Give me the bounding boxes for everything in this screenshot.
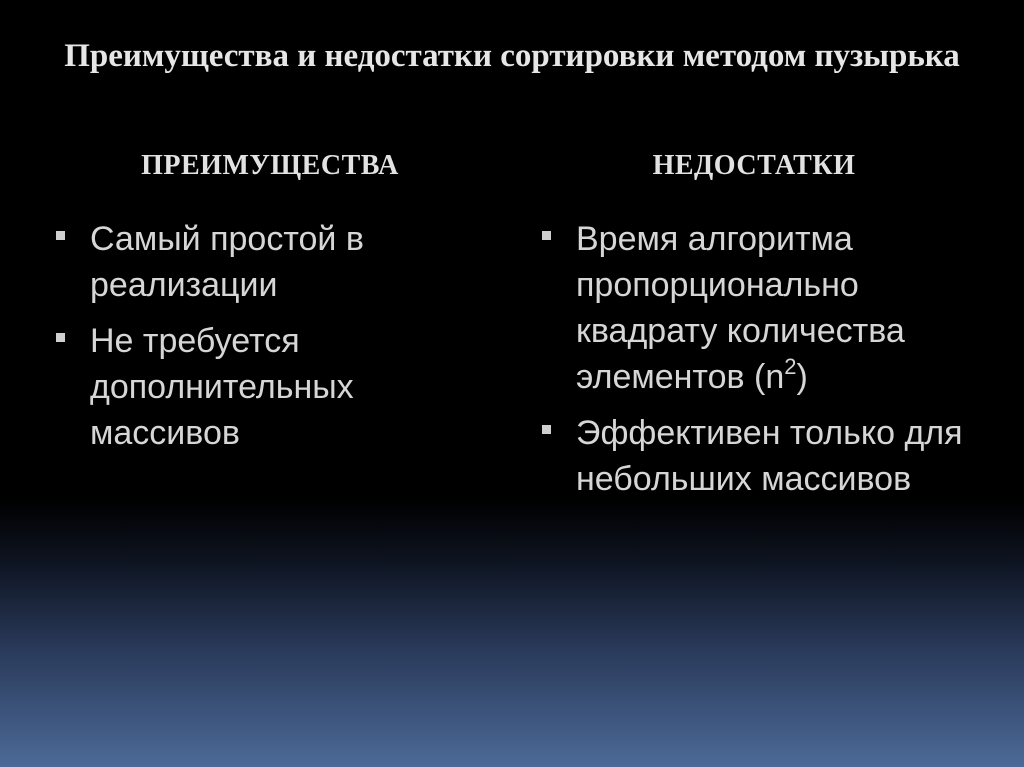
square-bullet-icon (542, 231, 551, 240)
list-item (52, 216, 452, 308)
advantages-header: ПРЕИМУЩЕСТВА (141, 150, 399, 181)
advantage-text: Самый простой в реализации (90, 220, 364, 304)
disadvantage-text (576, 220, 905, 396)
disadvantages-header: НЕДОСТАТКИ (652, 150, 856, 181)
disadvantage-text-main: Время алгоритма пропорционально квадрату количества элементов (n (576, 220, 905, 396)
slide-title: Преимущества и недостатки сортировки методом пузырька (64, 38, 960, 74)
list-item (52, 318, 452, 456)
list-item (538, 216, 988, 400)
disadvantage-text-tail: ) (796, 358, 808, 396)
square-bullet-icon (56, 333, 65, 342)
square-bullet-icon (56, 231, 65, 240)
advantage-text: Не требуется дополнительных массивов (90, 322, 354, 452)
disadvantages-list (538, 216, 988, 512)
square-bullet-icon (542, 425, 551, 434)
advantages-list (52, 216, 452, 466)
exponent: 2 (784, 353, 797, 379)
disadvantage-text: Эффективен только для небольших массивов (576, 414, 963, 498)
list-item (538, 410, 988, 502)
